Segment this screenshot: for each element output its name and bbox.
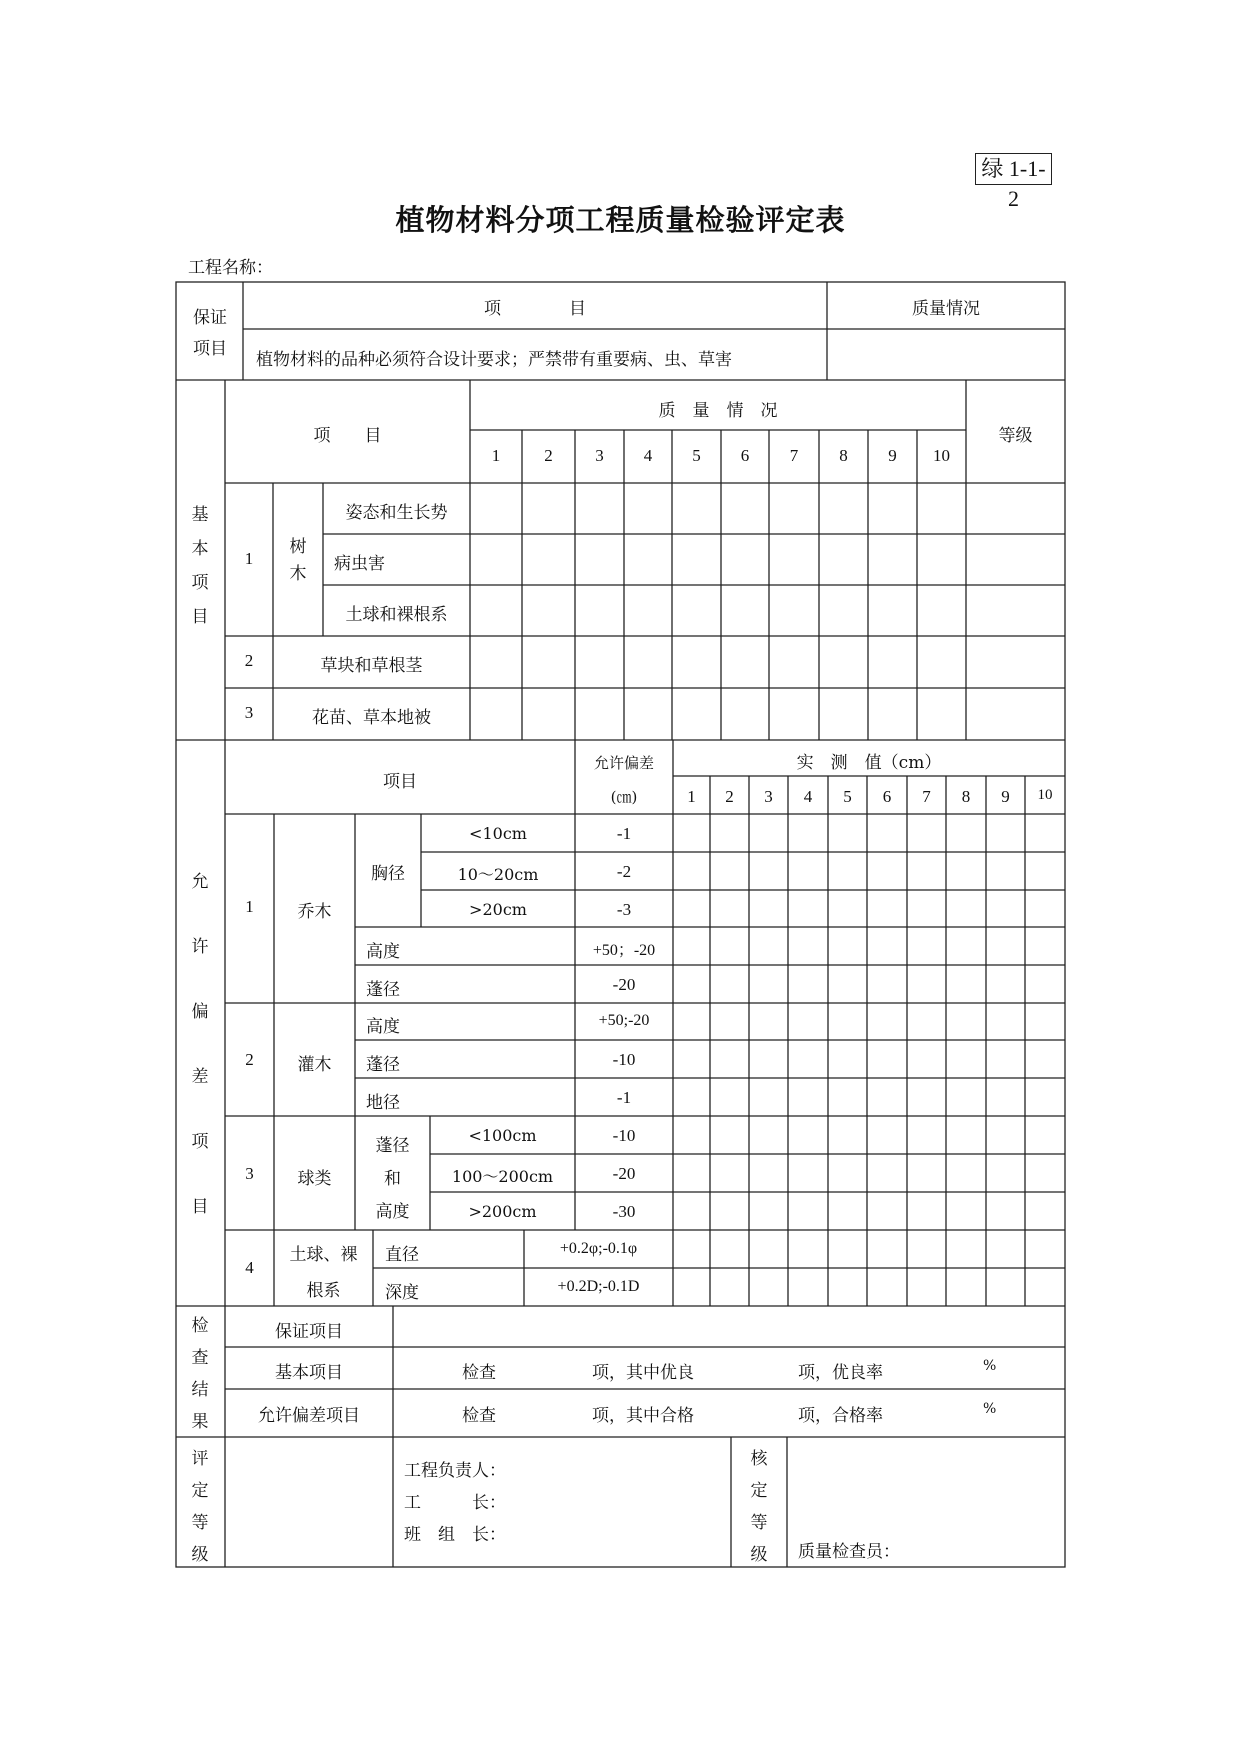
measured-col-header: 3	[764, 787, 773, 806]
basic-row-label: 花苗、草本地被	[312, 708, 431, 728]
deviation-tolerance: +50；-20	[592, 942, 656, 959]
deviation-side-label: 允 许 偏 差 项 目	[191, 872, 209, 1217]
basic-col-header: 8	[839, 446, 848, 465]
basic-col-header: 4	[643, 446, 653, 465]
eval-foreman-line: 工 长：	[404, 1493, 506, 1513]
check-deviation-text: 项，合格率	[798, 1406, 883, 1426]
deviation-range: 100～200cm	[451, 1167, 554, 1186]
basic-col-header: 10	[933, 446, 950, 465]
eval-side-label: 评 定 等 级	[191, 1449, 209, 1565]
deviation-row-label: 高度	[366, 1017, 400, 1037]
deviation-row-label: 高度	[366, 942, 400, 962]
deviation-tolerance: +0.2D;-0.1D	[557, 1278, 640, 1295]
measured-col-header: 7	[922, 787, 931, 806]
deviation-group-name: 乔木	[297, 902, 332, 922]
basic-col-header: 7	[789, 446, 799, 465]
check-basic-text: %	[983, 1358, 997, 1374]
deviation-tolerance: -20	[612, 975, 636, 994]
deviation-sub-label: 胸径	[371, 864, 405, 884]
deviation-header-tol: 允许偏差	[593, 754, 654, 772]
tree-row-label: 姿态和生长势	[345, 503, 448, 523]
deviation-tolerance: -30	[612, 1202, 636, 1221]
deviation-tolerance: +0.2φ;-0.1φ	[559, 1240, 638, 1257]
basic-col-header: 5	[692, 446, 701, 465]
deviation-range: <100cm	[468, 1126, 537, 1145]
deviation-row-label: 蓬径	[366, 980, 400, 1000]
check-guarantee-label: 保证项目	[275, 1322, 343, 1342]
check-basic-text: 检查	[462, 1363, 496, 1383]
deviation-row-label: 地径	[366, 1093, 400, 1113]
measured-col-header: 6	[882, 787, 892, 806]
project-name-label: 工程名称：	[188, 258, 273, 278]
deviation-row-label: 深度	[385, 1283, 419, 1303]
measured-col-header: 8	[961, 787, 971, 806]
measured-col-header: 2	[725, 787, 734, 806]
basic-col-header: 2	[544, 446, 553, 465]
deviation-header-measured: 实 测 值（cm）	[796, 753, 942, 773]
basic-col-header: 1	[491, 446, 501, 465]
check-deviation-text: 项，其中合格	[592, 1406, 694, 1426]
deviation-range: 10～20cm	[457, 865, 539, 884]
deviation-tolerance: -10	[612, 1050, 636, 1069]
verify-side-label: 核 定 等 级	[750, 1449, 768, 1565]
deviation-sub-label: 蓬径 和 高度	[375, 1136, 410, 1222]
deviation-group-no: 1	[245, 897, 254, 916]
measured-col-header: 4	[803, 787, 813, 806]
deviation-tolerance: -1	[616, 1088, 632, 1107]
deviation-group-no: 3	[245, 1164, 254, 1183]
deviation-tolerance: -2	[616, 862, 632, 881]
deviation-header-tol-unit: (㎝)	[610, 788, 638, 806]
deviation-range: >20cm	[469, 900, 527, 919]
measured-col-header: 1	[687, 787, 696, 806]
page-title: 植物材料分项工程质量检验评定表	[395, 203, 846, 237]
deviation-header-item: 项目	[383, 772, 417, 792]
guarantee-header-item: 项 目	[484, 299, 586, 319]
quality-inspector-label: 质量检查员：	[798, 1542, 900, 1562]
check-basic-text: 项，优良率	[798, 1363, 883, 1383]
check-deviation-label: 允许偏差项目	[258, 1406, 360, 1426]
guarantee-side-label: 保证 项目	[193, 308, 227, 359]
form-code: 绿 1-1-2	[975, 153, 1052, 185]
deviation-tolerance: -1	[616, 824, 632, 843]
basic-col-header: 6	[740, 446, 750, 465]
eval-responsible-line: 工程负责人：	[404, 1461, 506, 1481]
deviation-range: >200cm	[468, 1202, 537, 1221]
tree-group-no: 1	[244, 549, 254, 568]
guarantee-header-quality: 质量情况	[912, 299, 980, 319]
deviation-tolerance: -3	[616, 900, 632, 919]
measured-col-header: 10	[1037, 787, 1053, 803]
tree-group-label: 树 木	[289, 537, 307, 584]
deviation-group-name: 球类	[297, 1169, 332, 1189]
deviation-row-label: 蓬径	[366, 1055, 400, 1075]
deviation-tolerance: +50;-20	[598, 1012, 650, 1029]
basic-header-grade: 等级	[998, 426, 1033, 446]
deviation-tolerance: -10	[612, 1126, 636, 1145]
measured-col-header: 9	[1001, 787, 1010, 806]
check-basic-text: 项，其中优良	[592, 1363, 694, 1383]
deviation-group-name: 灌木	[297, 1055, 332, 1075]
check-basic-label: 基本项目	[275, 1363, 343, 1383]
check-side-label: 检 查 结 果	[191, 1316, 209, 1432]
basic-col-header: 3	[595, 446, 604, 465]
deviation-group-no: 2	[245, 1050, 254, 1069]
basic-row-no: 3	[244, 703, 254, 722]
basic-side-label: 基 本 项 目	[191, 505, 209, 627]
basic-header-quality: 质 量 情 况	[658, 401, 778, 421]
deviation-group-name-2: 根系	[306, 1281, 341, 1301]
basic-row-label: 草块和草根茎	[320, 656, 423, 676]
basic-col-header: 9	[888, 446, 897, 465]
deviation-tolerance: -20	[612, 1164, 636, 1183]
check-deviation-text: %	[983, 1401, 997, 1417]
tree-row-label: 土球和裸根系	[345, 605, 448, 625]
measured-col-header: 5	[843, 787, 852, 806]
deviation-group-no: 4	[245, 1258, 254, 1277]
tree-row-label: 病虫害	[334, 554, 385, 574]
basic-row-no: 2	[244, 651, 254, 670]
guarantee-requirement: 植物材料的品种必须符合设计要求；严禁带有重要病、虫、草害	[256, 350, 732, 370]
deviation-range: <10cm	[469, 824, 527, 843]
basic-header-item: 项 目	[313, 426, 382, 446]
deviation-group-name: 土球、裸	[289, 1245, 358, 1265]
check-deviation-text: 检查	[462, 1406, 496, 1426]
eval-team-leader-line: 班 组 长：	[404, 1525, 506, 1545]
deviation-row-label: 直径	[385, 1245, 419, 1265]
